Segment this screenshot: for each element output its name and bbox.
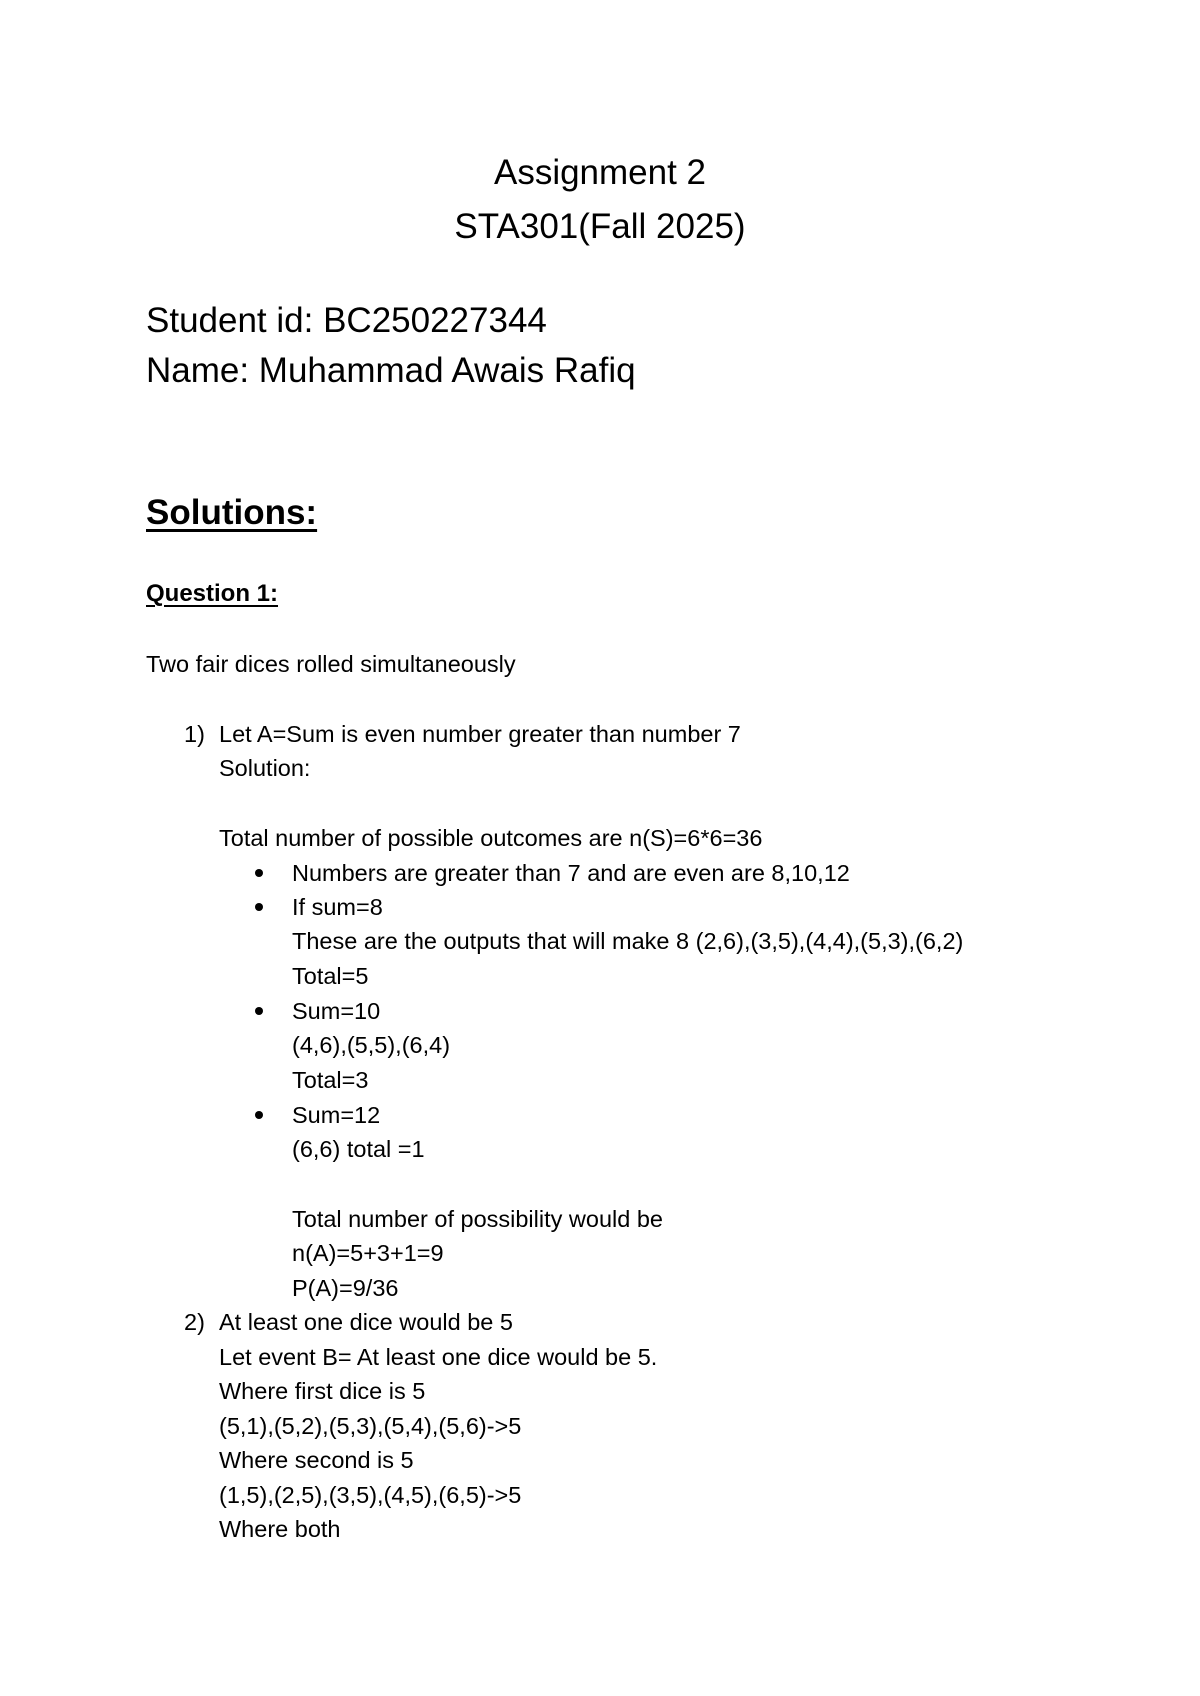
course-title: STA301(Fall 2025) — [454, 207, 746, 246]
event-b: Let event B= At least one dice would be 5. — [219, 1344, 658, 1370]
question-1-intro: Two fair dices rolled simultaneously — [146, 651, 516, 677]
bullet-icon — [255, 869, 263, 877]
sum-8-title: If sum=8 — [292, 894, 383, 920]
bullet-icon — [255, 1111, 263, 1119]
second-dice-label: Where second is 5 — [219, 1447, 414, 1473]
sum-10-total: Total=3 — [292, 1067, 369, 1093]
sum-10-outputs: (4,6),(5,5),(6,4) — [292, 1032, 451, 1058]
solutions-heading: Solutions: — [146, 493, 318, 532]
first-dice-pairs: (5,1),(5,2),(5,3),(5,4),(5,6)->5 — [219, 1413, 522, 1439]
sum-8-total: Total=5 — [292, 963, 369, 989]
student-name: Name: Muhammad Awais Rafiq — [146, 351, 636, 390]
both-label: Where both — [219, 1516, 341, 1542]
total-possibility: Total number of possibility would be — [292, 1206, 663, 1232]
second-dice-pairs: (1,5),(2,5),(3,5),(4,5),(6,5)->5 — [219, 1482, 522, 1508]
student-info — [146, 296, 636, 396]
sum-8-outputs: These are the outputs that will make 8 (2,6),(3,5),(4,4),(5,3),(6,2) — [292, 928, 964, 954]
bullet-icon — [255, 1007, 263, 1015]
n-of-a: n(A)=5+3+1=9 — [292, 1240, 444, 1266]
part-2-marker: 2) — [184, 1309, 205, 1335]
sum-12-title: Sum=12 — [292, 1102, 381, 1128]
first-dice-label: Where first dice is 5 — [219, 1378, 426, 1404]
bullet-icon — [255, 903, 263, 911]
sum-12-outputs: (6,6) total =1 — [292, 1136, 425, 1162]
assignment-title: Assignment 2 — [493, 153, 707, 192]
bullet-1-text: Numbers are greater than 7 and are even are 8,10,12 — [292, 860, 850, 886]
title-block — [0, 146, 1200, 254]
student-id: Student id: BC250227344 — [146, 301, 547, 340]
total-outcomes: Total number of possible outcomes are n(S)=6*6=36 — [219, 825, 763, 851]
part-1-solution-label: Solution: — [219, 755, 311, 781]
p-of-a: P(A)=9/36 — [292, 1275, 399, 1301]
sum-10-title: Sum=10 — [292, 998, 381, 1024]
part-2-title: At least one dice would be 5 — [219, 1309, 513, 1335]
part-1-marker: 1) — [184, 721, 205, 747]
question-1-heading: Question 1: — [146, 580, 279, 607]
part-1-title: Let A=Sum is even number greater than number 7 — [219, 721, 741, 747]
